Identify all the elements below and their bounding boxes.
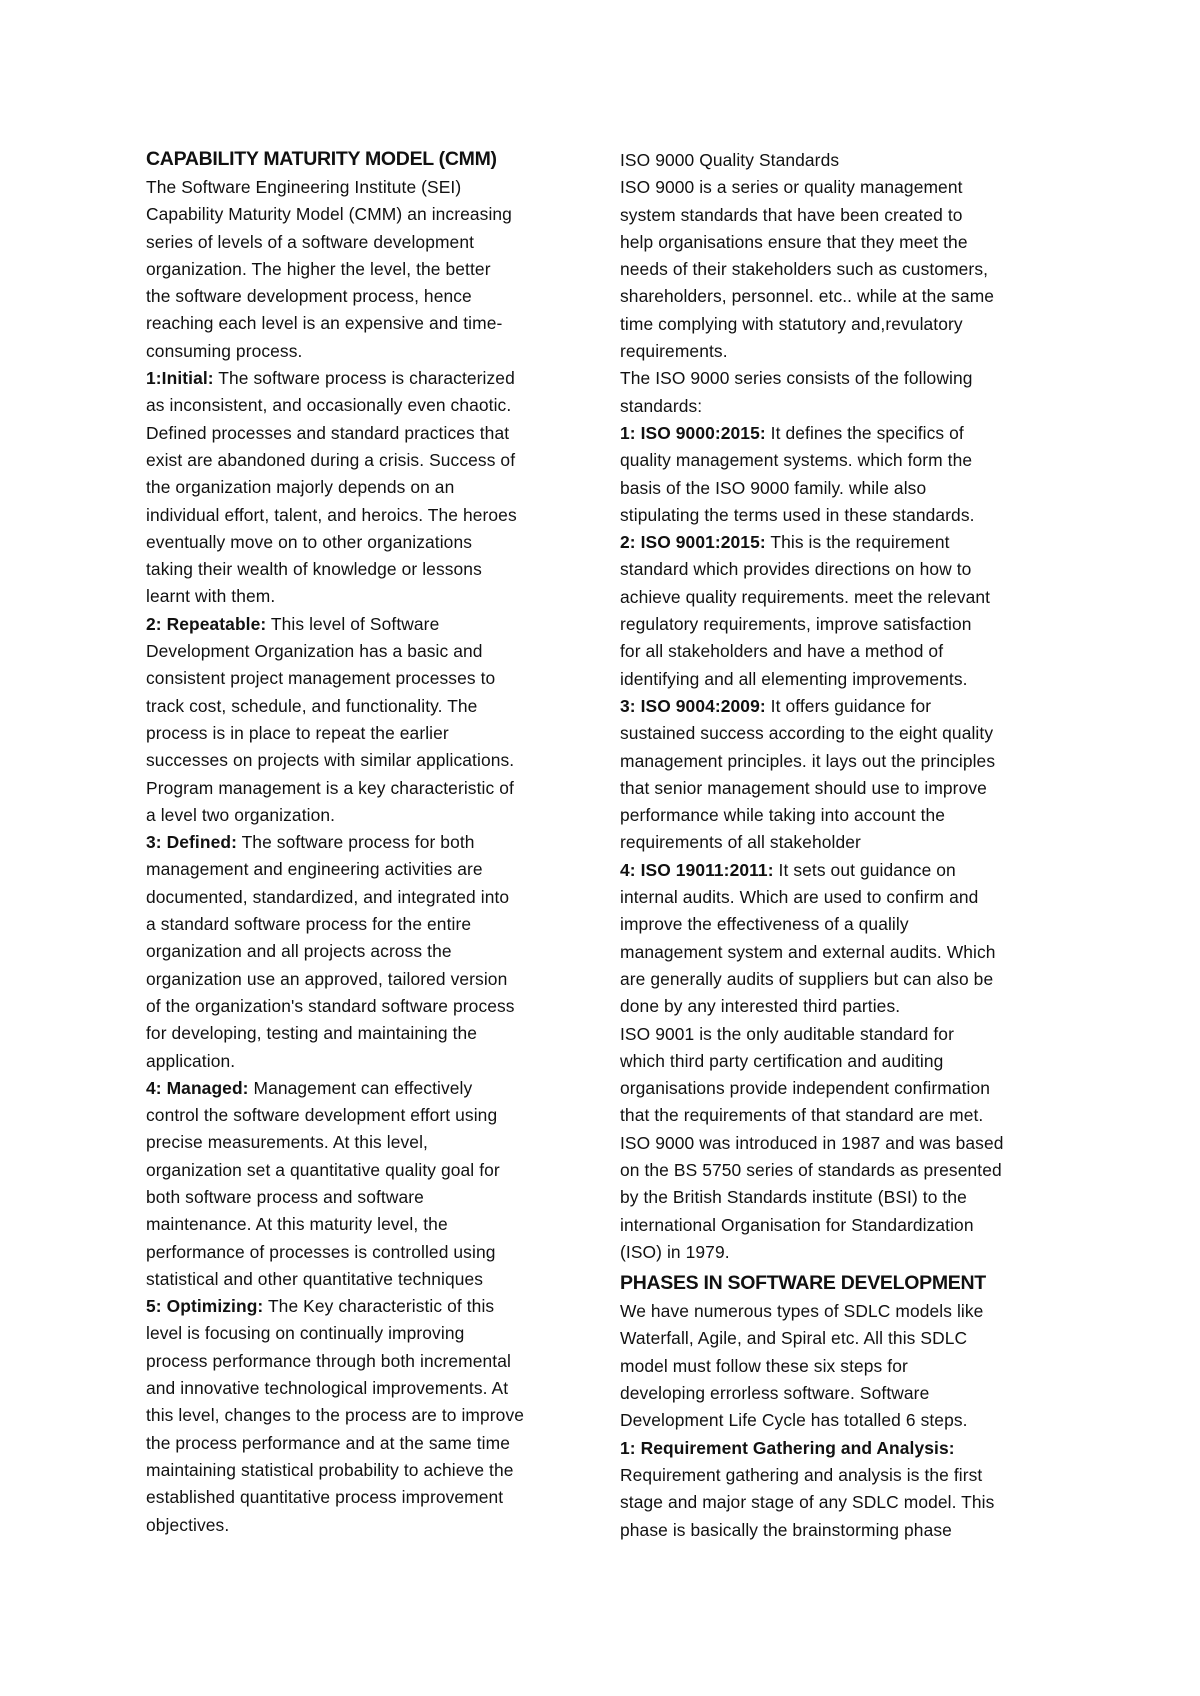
line-text: achieve quality requirements. meet the relevant <box>620 586 991 607</box>
line-text: a standard software process for the entire <box>146 914 472 935</box>
line-text: both software process and software <box>146 1186 424 1207</box>
text-line <box>146 1375 601 1402</box>
line-text: exist are abandoned during a crisis. Success of <box>146 449 516 470</box>
text-line <box>146 1157 601 1184</box>
line-text: basis of the ISO 9000 family. while also <box>620 477 927 498</box>
line-text: eventually move on to other organizations <box>146 531 473 552</box>
text-line <box>146 1211 601 1238</box>
text-line <box>620 802 1075 829</box>
text-line <box>146 256 601 283</box>
cmm-heading: CAPABILITY MATURITY MODEL (CMM) <box>146 148 497 170</box>
line-text: by the British Standards institute (BSI) to the <box>620 1187 967 1208</box>
text-line <box>146 1184 601 1211</box>
text-line <box>620 1407 1075 1434</box>
line-text: Capability Maturity Model (CMM) an increasing <box>146 204 512 225</box>
text-line <box>620 829 1075 856</box>
bold-label: 1: Requirement Gathering and Analysis: <box>620 1437 955 1458</box>
text-line <box>620 911 1075 938</box>
line-text: management principles. it lays out the principles <box>620 750 996 771</box>
line-text: ISO 9000 was introduced in 1987 and was based <box>620 1132 1004 1153</box>
text-line <box>620 1325 1075 1352</box>
line-text: organization use an approved, tailored version <box>146 968 508 989</box>
line-text: (ISO) in 1979. <box>620 1241 730 1262</box>
text-line <box>620 1298 1075 1325</box>
text-line <box>146 747 601 774</box>
text-line <box>146 1512 601 1539</box>
line-text: this level, changes to the process are to improve <box>146 1405 525 1426</box>
line-text: organization and all projects across the <box>146 941 452 962</box>
line-text: objectives. <box>146 1514 230 1535</box>
text-line <box>620 1517 1075 1544</box>
line-text: for all stakeholders and have a method of <box>620 641 944 662</box>
text-line <box>146 1048 601 1075</box>
line-text: developing errorless software. Software <box>620 1383 930 1404</box>
line-text: on the BS 5750 series of standards as presented <box>620 1159 1002 1180</box>
text-line <box>146 1320 601 1347</box>
text-line <box>620 283 1075 310</box>
line-text: ISO 9000 Quality Standards <box>620 150 840 170</box>
phases-heading: PHASES IN SOFTWARE DEVELOPMENT <box>620 1272 986 1295</box>
text-line <box>620 1048 1075 1075</box>
line-text: The software process is characterized <box>213 368 515 389</box>
text-line <box>620 884 1075 911</box>
line-text: international Organisation for Standardization <box>620 1214 974 1235</box>
text-line <box>146 1020 601 1047</box>
text-line <box>620 1212 1075 1239</box>
line-text: help organisations ensure that they meet the <box>620 231 968 252</box>
text-line <box>146 665 601 692</box>
text-line <box>146 938 601 965</box>
line-text: organization set a quantitative quality goal for <box>146 1159 500 1180</box>
line-text: as inconsistent, and occasionally even chaotic. <box>146 395 512 416</box>
line-text: It defines the specifics of <box>765 422 964 443</box>
line-text: track cost, schedule, and functionality. The <box>146 695 478 716</box>
line-text: Program management is a key characteristic of <box>146 777 514 798</box>
text-line <box>146 556 601 583</box>
text-line <box>146 174 601 201</box>
text-line <box>620 365 1075 392</box>
line-text: It offers guidance for <box>765 695 932 716</box>
text-line <box>620 529 1075 556</box>
line-text: phase is basically the brainstorming phase <box>620 1519 952 1540</box>
line-text: statistical and other quantitative techniques <box>146 1268 484 1289</box>
text-line <box>146 583 601 610</box>
bold-label: 1:Initial: <box>146 368 214 389</box>
line-text: sustained success according to the eight quality <box>620 723 994 744</box>
iso-body <box>620 147 1075 1266</box>
text-line <box>620 1184 1075 1211</box>
line-text: This level of Software <box>266 613 440 634</box>
text-line <box>146 338 601 365</box>
text-line <box>620 393 1075 420</box>
line-text: time complying with statutory and,revulatory <box>620 313 963 334</box>
line-text: level is focusing on continually improving <box>146 1323 465 1344</box>
text-line <box>620 1462 1075 1489</box>
text-line <box>620 1021 1075 1048</box>
text-line <box>146 1402 601 1429</box>
text-line <box>620 1075 1075 1102</box>
line-text: requirements. <box>620 341 728 362</box>
text-line <box>620 748 1075 775</box>
line-text: ISO 9000 is a series or quality management <box>620 177 963 198</box>
text-line <box>620 1130 1075 1157</box>
line-text: precise measurements. At this level, <box>146 1132 428 1153</box>
text-line <box>620 447 1075 474</box>
right-column <box>620 147 1075 1544</box>
text-line <box>146 529 601 556</box>
line-text: management system and external audits. Which <box>620 941 996 962</box>
text-line <box>146 420 601 447</box>
bold-label: 3: ISO 9004:2009: <box>620 695 766 716</box>
line-text: consuming process. <box>146 340 303 361</box>
bold-label: 2: ISO 9001:2015: <box>620 532 766 553</box>
text-line <box>146 911 601 938</box>
text-line <box>146 693 601 720</box>
line-text: We have numerous types of SDLC models like <box>620 1301 984 1322</box>
text-line <box>146 1457 601 1484</box>
line-text: documented, standardized, and integrated into <box>146 886 510 907</box>
line-text: maintenance. At this maturity level, the <box>146 1214 448 1235</box>
text-line <box>620 857 1075 884</box>
text-line <box>146 802 601 829</box>
line-text: The ISO 9000 series consists of the following <box>620 368 973 389</box>
text-line <box>620 1157 1075 1184</box>
line-text: requirements of all stakeholder <box>620 832 861 853</box>
line-text: Management can effectively <box>248 1077 473 1098</box>
text-line <box>620 693 1075 720</box>
text-line <box>146 201 601 228</box>
line-text: which third party certification and auditing <box>620 1050 944 1071</box>
text-line <box>146 638 601 665</box>
line-text: It sets out guidance on <box>773 859 956 880</box>
cmm-body <box>146 174 601 1539</box>
text-line <box>620 475 1075 502</box>
line-text: performance of processes is controlled using <box>146 1241 496 1262</box>
text-line <box>146 720 601 747</box>
text-line <box>146 392 601 419</box>
text-line <box>146 856 601 883</box>
line-text: successes on projects with similar applications. <box>146 750 515 771</box>
text-line <box>146 1484 601 1511</box>
line-text: Waterfall, Agile, and Spiral etc. All this SDLC <box>620 1328 968 1349</box>
text-line <box>620 311 1075 338</box>
text-line <box>146 502 601 529</box>
text-line <box>620 147 1075 174</box>
text-line <box>146 966 601 993</box>
text-line <box>620 338 1075 365</box>
text-line <box>620 202 1075 229</box>
text-line <box>620 775 1075 802</box>
line-text: reaching each level is an expensive and time- <box>146 313 503 334</box>
text-line <box>146 474 601 501</box>
line-text: This is the requirement <box>765 532 950 553</box>
text-line <box>620 1353 1075 1380</box>
line-text: quality management systems. which form the <box>620 450 973 471</box>
line-text: organization. The higher the level, the better <box>146 258 491 279</box>
line-text: are generally audits of suppliers but can also be <box>620 968 994 989</box>
text-line <box>146 1075 601 1102</box>
bold-label: 4: Managed: <box>146 1077 249 1098</box>
text-line <box>146 775 601 802</box>
line-text: internal audits. Which are used to confirm and <box>620 887 979 908</box>
line-text: of the organization's standard software process <box>146 995 515 1016</box>
text-line <box>146 1430 601 1457</box>
phases-body <box>620 1298 1075 1544</box>
text-line <box>620 502 1075 529</box>
line-text: maintaining statistical probability to achieve the <box>146 1459 514 1480</box>
line-text: for developing, testing and maintaining the <box>146 1023 478 1044</box>
line-text: stage and major stage of any SDLC model. This <box>620 1492 995 1513</box>
text-line <box>620 638 1075 665</box>
bold-label: 3: Defined: <box>146 832 237 853</box>
text-line <box>146 1266 601 1293</box>
line-text: The software process for both <box>236 832 475 853</box>
text-line <box>146 229 601 256</box>
text-line <box>146 1293 601 1320</box>
text-line <box>620 666 1075 693</box>
text-line <box>620 966 1075 993</box>
line-text: model must follow these six steps for <box>620 1355 908 1376</box>
bold-label: 5: Optimizing: <box>146 1296 264 1317</box>
bold-label: 2: Repeatable: <box>146 613 267 634</box>
line-text: The Key characteristic of this <box>263 1296 495 1317</box>
line-text: consistent project management processes to <box>146 668 496 689</box>
line-text: the process performance and at the same time <box>146 1432 510 1453</box>
line-text: performance while taking into account the <box>620 805 946 826</box>
text-line <box>620 584 1075 611</box>
line-text: the organization majorly depends on an <box>146 477 455 498</box>
text-line <box>146 1129 601 1156</box>
line-text: regulatory requirements, improve satisfaction <box>620 614 972 635</box>
line-text: a level two organization. <box>146 804 336 825</box>
line-text: that senior management should use to improve <box>620 777 987 798</box>
bold-label: 4: ISO 19011:2011: <box>620 859 774 880</box>
line-text: system standards that have been created to <box>620 204 963 225</box>
text-line <box>620 556 1075 583</box>
line-text: The Software Engineering Institute (SEI) <box>146 177 462 197</box>
line-text: needs of their stakeholders such as customers, <box>620 259 989 280</box>
text-line <box>620 1489 1075 1516</box>
line-text: individual effort, talent, and heroics. The heroes <box>146 504 517 525</box>
line-text: standard which provides directions on how to <box>620 559 972 580</box>
left-column <box>146 147 601 1539</box>
text-line <box>620 720 1075 747</box>
line-text: shareholders, personnel. etc.. while at the same <box>620 286 995 307</box>
text-line <box>146 1239 601 1266</box>
line-text: improve the effectiveness of a qualily <box>620 914 909 935</box>
line-text: Defined processes and standard practices that <box>146 422 510 443</box>
bold-label: 1: ISO 9000:2015: <box>620 422 766 443</box>
text-line <box>620 1239 1075 1266</box>
line-text: standards: <box>620 395 703 416</box>
line-text: ISO 9001 is the only auditable standard for <box>620 1023 954 1044</box>
line-text: Development Organization has a basic and <box>146 641 483 662</box>
text-line <box>146 884 601 911</box>
text-line <box>620 174 1075 201</box>
text-line <box>146 365 601 392</box>
line-text: that the requirements of that standard are met. <box>620 1105 984 1126</box>
line-text: application. <box>146 1050 236 1071</box>
line-text: and innovative technological improvements. At <box>146 1378 509 1399</box>
line-text: done by any interested third parties. <box>620 996 901 1017</box>
text-line <box>620 611 1075 638</box>
text-line <box>620 256 1075 283</box>
line-text: taking their wealth of knowledge or lessons <box>146 559 482 580</box>
line-text: management and engineering activities are <box>146 859 483 880</box>
text-line <box>146 310 601 337</box>
line-text: learnt with them. <box>146 586 276 607</box>
line-text: established quantitative process improvement <box>146 1487 504 1508</box>
text-line <box>620 993 1075 1020</box>
text-line <box>620 420 1075 447</box>
text-line <box>146 1102 601 1129</box>
text-line <box>146 283 601 310</box>
text-line <box>146 611 601 638</box>
text-line <box>620 229 1075 256</box>
text-line <box>146 1348 601 1375</box>
line-text: Requirement gathering and analysis is the first <box>620 1464 983 1485</box>
text-line <box>146 829 601 856</box>
line-text: stipulating the terms used in these standards. <box>620 504 975 525</box>
line-text: series of levels of a software development <box>146 231 475 252</box>
line-text: organisations provide independent confirmation <box>620 1078 991 1099</box>
line-text: identifying and all elementing improvements. <box>620 668 968 689</box>
line-text: process performance through both incremental <box>146 1350 511 1371</box>
text-line <box>620 1435 1075 1462</box>
text-line <box>620 1380 1075 1407</box>
text-line <box>146 447 601 474</box>
line-text: the software development process, hence <box>146 286 472 307</box>
line-text: process is in place to repeat the earlier <box>146 722 449 743</box>
text-line <box>146 993 601 1020</box>
line-text: Development Life Cycle has totalled 6 steps. <box>620 1410 968 1431</box>
line-text: control the software development effort using <box>146 1105 498 1126</box>
text-line <box>620 1102 1075 1129</box>
text-line <box>620 939 1075 966</box>
